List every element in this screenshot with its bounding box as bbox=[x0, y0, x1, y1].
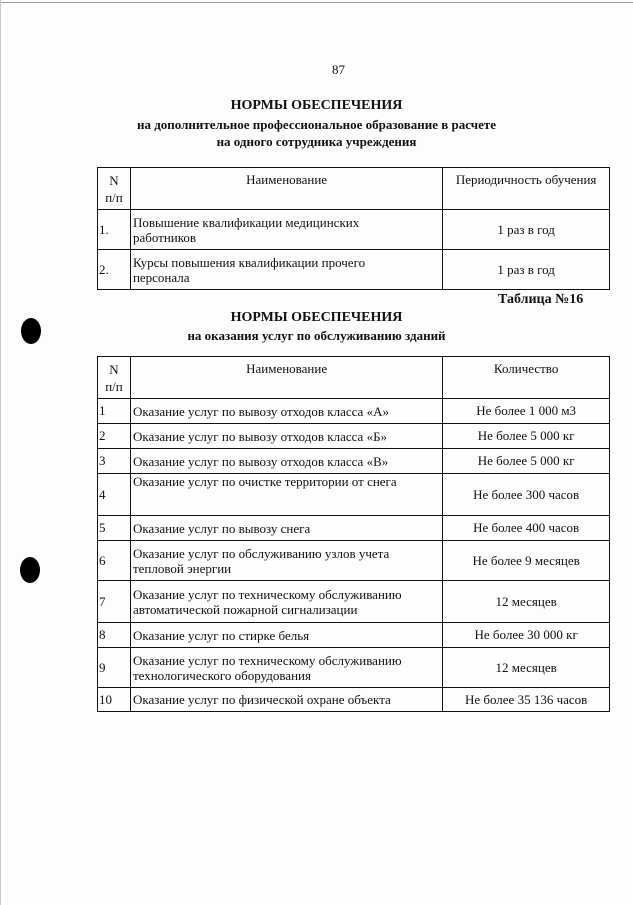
row-num: 8 bbox=[98, 623, 131, 648]
row-name: Оказание услуг по вывозу отходов класса «А» bbox=[130, 399, 442, 424]
page-number: 87 bbox=[332, 62, 345, 77]
row-name: Оказание услуг по вывозу снега bbox=[130, 516, 442, 541]
table-row bbox=[98, 250, 610, 290]
table-row bbox=[98, 474, 610, 516]
row-value: Не более 9 месяцев bbox=[443, 541, 610, 581]
row-name: Оказание услуг по вывозу отходов класса «Б» bbox=[130, 424, 442, 449]
row-value: Не более 1 000 м3 bbox=[443, 399, 610, 424]
table-row bbox=[98, 688, 610, 712]
section1-subtitle-line2: на одного сотрудника учреждения bbox=[216, 134, 417, 149]
row-num: 3 bbox=[98, 449, 131, 474]
row-num: 1 bbox=[98, 399, 131, 424]
punch-hole-bottom bbox=[20, 557, 40, 583]
row-value: Не более 35 136 часов bbox=[443, 688, 610, 712]
table-header-row bbox=[98, 168, 610, 210]
section1-title: НОРМЫ ОБЕСПЕЧЕНИЯ bbox=[230, 98, 403, 113]
row-name: Оказание услуг по обслуживанию узлов учета тепловой энергии bbox=[130, 541, 442, 581]
building-services-norms-table bbox=[97, 356, 610, 712]
row-name: Оказание услуг по техническому обслуживанию автоматической пожарной сигнализации bbox=[130, 581, 442, 623]
row-value: 12 месяцев bbox=[443, 581, 610, 623]
table-row bbox=[98, 449, 610, 474]
table-row bbox=[98, 399, 610, 424]
col-header-name: Наименование bbox=[130, 168, 442, 210]
row-name: Оказание услуг по вывозу отходов класса «В» bbox=[130, 449, 442, 474]
row-num: 5 bbox=[98, 516, 131, 541]
row-value: Не более 30 000 кг bbox=[443, 623, 610, 648]
row-num: 2 bbox=[98, 424, 131, 449]
row-value: Не более 400 часов bbox=[443, 516, 610, 541]
row-name: Оказание услуг по очистке территории от снега bbox=[130, 474, 442, 516]
table-row bbox=[98, 623, 610, 648]
scan-top-edge bbox=[0, 2, 633, 3]
row-num: 1. bbox=[98, 210, 131, 250]
table-row bbox=[98, 516, 610, 541]
row-value: Не более 5 000 кг bbox=[443, 449, 610, 474]
row-name: Курсы повышения квалификации прочего персонала bbox=[130, 250, 442, 290]
education-norms-table bbox=[97, 167, 610, 290]
row-name: Оказание услуг по стирке белья bbox=[130, 623, 442, 648]
col-header-num: N п/п bbox=[98, 357, 131, 399]
row-name: Повышение квалификации медицинских работников bbox=[130, 210, 442, 250]
row-num: 4 bbox=[98, 474, 131, 516]
col-header-periodicity: Периодичность обучения bbox=[443, 168, 610, 210]
row-name: Оказание услуг по физической охране объекта bbox=[130, 688, 442, 712]
row-value: 1 раз в год bbox=[443, 250, 610, 290]
table-row bbox=[98, 541, 610, 581]
table-row bbox=[98, 210, 610, 250]
table-row bbox=[98, 648, 610, 688]
col-header-num: N п/п bbox=[98, 168, 131, 210]
col-header-quantity: Количество bbox=[443, 357, 610, 399]
row-num: 10 bbox=[98, 688, 131, 712]
row-num: 7 bbox=[98, 581, 131, 623]
row-name: Оказание услуг по техническому обслуживанию технологического оборудования bbox=[130, 648, 442, 688]
row-num: 6 bbox=[98, 541, 131, 581]
table-number-label: Таблица №16 bbox=[498, 292, 584, 307]
row-num: 2. bbox=[98, 250, 131, 290]
section2-subtitle: на оказания услуг по обслуживанию зданий bbox=[187, 328, 446, 343]
section2-title: НОРМЫ ОБЕСПЕЧЕНИЯ bbox=[230, 310, 403, 325]
table-header-row bbox=[98, 357, 610, 399]
section1-subtitle-line1: на дополнительное профессиональное образование в расчете bbox=[136, 117, 497, 132]
row-value: Не более 5 000 кг bbox=[443, 424, 610, 449]
row-value: 1 раз в год bbox=[443, 210, 610, 250]
row-value: Не более 300 часов bbox=[443, 474, 610, 516]
table-row bbox=[98, 581, 610, 623]
table-row bbox=[98, 424, 610, 449]
row-num: 9 bbox=[98, 648, 131, 688]
col-header-name: Наименование bbox=[130, 357, 442, 399]
row-value: 12 месяцев bbox=[443, 648, 610, 688]
